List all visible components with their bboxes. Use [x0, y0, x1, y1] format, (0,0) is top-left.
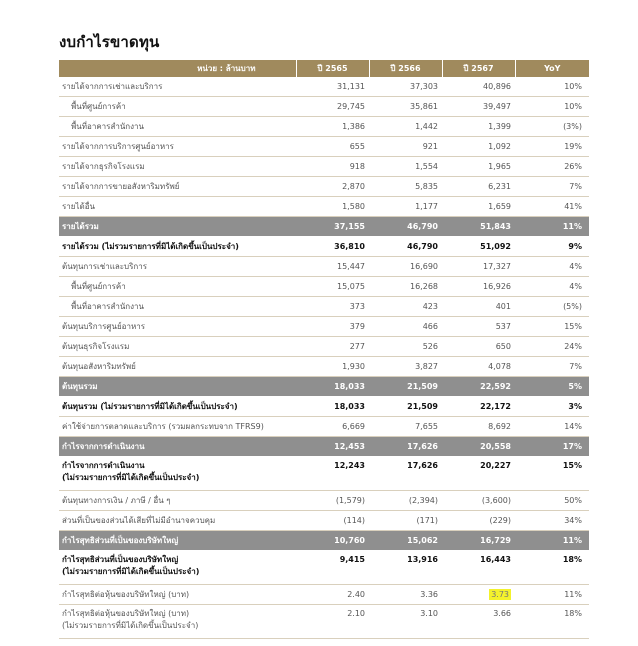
table-row [59, 117, 589, 137]
value-2567: 20,558 [442, 437, 515, 457]
value-yoy: 19% [515, 137, 589, 157]
row-label-line2: (ไม่รวมรายการที่มิได้เกิดขึ้นเป็นประจำ) [62, 567, 200, 576]
value-2567: 51,843 [442, 217, 515, 237]
value-2567: 16,926 [442, 277, 515, 297]
value-2567: 40,896 [442, 77, 515, 97]
value-2565: 1,580 [296, 197, 369, 217]
value-yoy: 7% [515, 177, 589, 197]
row-label-line2: (ไม่รวมรายการที่มิได้เกิดขึ้นเป็นประจำ) [62, 473, 200, 482]
value-2566: (2,394) [369, 491, 442, 511]
value-2565: 18,033 [296, 377, 369, 397]
value-2567: 16,729 [442, 531, 515, 551]
year-2567-header: ปี 2567 [442, 60, 515, 77]
value-2567: 650 [442, 337, 515, 357]
total-revenue-row [59, 217, 589, 237]
row-label [59, 457, 296, 491]
row-label: กำไรสุทธิส่วนที่เป็นของบริษัทใหญ่ [59, 531, 296, 551]
operating-profit-row [59, 437, 589, 457]
value-2566: 21,509 [369, 377, 442, 397]
value-yoy: 11% [515, 217, 589, 237]
yoy-header: YoY [515, 60, 589, 77]
value-2565: 2.10 [296, 605, 369, 639]
table-row [59, 551, 589, 585]
value-2566: 15,062 [369, 531, 442, 551]
value-2566: 526 [369, 337, 442, 357]
value-2565: 2.40 [296, 585, 369, 605]
value-yoy: (3%) [515, 117, 589, 137]
row-label: รายได้จากการขายอสังหาริมทรัพย์ [59, 177, 296, 197]
row-label-line1: กำไรสุทธิต่อหุ้นของบริษัทใหญ่ (บาท) [62, 609, 190, 618]
value-yoy: 4% [515, 277, 589, 297]
value-2565: 37,155 [296, 217, 369, 237]
table-row [59, 457, 589, 491]
value-2565: 373 [296, 297, 369, 317]
value-yoy: 26% [515, 157, 589, 177]
value-2565: 36,810 [296, 237, 369, 257]
value-2566: 17,626 [369, 457, 442, 491]
value-2566: 16,690 [369, 257, 442, 277]
row-label: ต้นทุนการเช่าและบริการ [59, 257, 296, 277]
value-2567: 3.66 [442, 605, 515, 639]
year-2565-header: ปี 2565 [296, 60, 369, 77]
value-yoy: 18% [515, 605, 589, 639]
value-2567: 1,399 [442, 117, 515, 137]
value-2565: 1,386 [296, 117, 369, 137]
value-2566: 13,916 [369, 551, 442, 585]
value-yoy: 17% [515, 437, 589, 457]
row-label: รายได้รวม [59, 217, 296, 237]
value-2567: 51,092 [442, 237, 515, 257]
value-2567: (229) [442, 511, 515, 531]
value-2567: (3,600) [442, 491, 515, 511]
value-2566: 466 [369, 317, 442, 337]
table-header-row [59, 60, 589, 77]
row-label: กำไรจากการดำเนินงาน [59, 437, 296, 457]
row-label: รายได้อื่น [59, 197, 296, 217]
value-2566: 7,655 [369, 417, 442, 437]
row-label-line2: (ไม่รวมรายการที่มิได้เกิดขึ้นเป็นประจำ) [62, 621, 199, 630]
row-label: พื้นที่อาคารสำนักงาน [59, 297, 296, 317]
row-label: ส่วนที่เป็นของส่วนได้เสียที่ไม่มีอำนาจควบคุม [59, 511, 296, 531]
row-label: รายได้จากธุรกิจโรงแรม [59, 157, 296, 177]
statement-title: งบกำไรขาดทุน [59, 33, 160, 51]
year-2566-header: ปี 2566 [369, 60, 442, 77]
value-yoy: 10% [515, 97, 589, 117]
value-2565: 15,075 [296, 277, 369, 297]
row-label: ต้นทุนทางการเงิน / ภาษี / อื่น ๆ [59, 491, 296, 511]
value-2567: 8,692 [442, 417, 515, 437]
value-yoy: 5% [515, 377, 589, 397]
value-2565: 6,669 [296, 417, 369, 437]
value-yoy: 24% [515, 337, 589, 357]
table-row [59, 357, 589, 377]
value-yoy: 18% [515, 551, 589, 585]
value-2566: 17,626 [369, 437, 442, 457]
value-2565: 18,033 [296, 397, 369, 417]
value-2567: 4,078 [442, 357, 515, 377]
value-yoy: 14% [515, 417, 589, 437]
net-profit-row [59, 531, 589, 551]
value-2566: 423 [369, 297, 442, 317]
value-2566: 1,177 [369, 197, 442, 217]
table-row [59, 257, 589, 277]
value-2566: 1,554 [369, 157, 442, 177]
value-2567: 1,965 [442, 157, 515, 177]
row-label: ค่าใช้จ่ายการตลาดและบริการ (รวมผลกระทบจาก TFRS9) [59, 417, 296, 437]
value-2566: 37,303 [369, 77, 442, 97]
value-2567 [442, 585, 515, 605]
value-2567: 1,659 [442, 197, 515, 217]
row-label: ต้นทุนธุรกิจโรงแรม [59, 337, 296, 357]
table-row [59, 97, 589, 117]
row-label [59, 551, 296, 585]
row-label: รายได้รวม (ไม่รวมรายการที่มิได้เกิดขึ้นเป็นประจำ) [59, 237, 296, 257]
row-label-line1: กำไรจากการดำเนินงาน [62, 461, 145, 470]
row-label: กำไรสุทธิต่อหุ้นของบริษัทใหญ่ (บาท) [59, 585, 296, 605]
unit-header: หน่วย : ล้านบาท [59, 60, 296, 77]
table-row [59, 585, 589, 605]
value-2567: 537 [442, 317, 515, 337]
value-2566: 5,835 [369, 177, 442, 197]
table-row [59, 157, 589, 177]
value-yoy: 4% [515, 257, 589, 277]
value-2565: 1,930 [296, 357, 369, 377]
value-2566: (171) [369, 511, 442, 531]
table-row [59, 397, 589, 417]
highlighted-value: 3.73 [491, 590, 509, 599]
table-row [59, 337, 589, 357]
row-label: ต้นทุนอสังหาริมทรัพย์ [59, 357, 296, 377]
row-label: รายได้จากการเช่าและบริการ [59, 77, 296, 97]
value-2565: 31,131 [296, 77, 369, 97]
row-label [59, 605, 296, 639]
value-2567: 39,497 [442, 97, 515, 117]
value-yoy: 50% [515, 491, 589, 511]
row-label: ต้นทุนบริการศูนย์อาหาร [59, 317, 296, 337]
value-2565: 918 [296, 157, 369, 177]
income-statement-table [59, 60, 589, 639]
value-2565: 2,870 [296, 177, 369, 197]
table-row [59, 77, 589, 97]
table-row [59, 491, 589, 511]
table-row [59, 417, 589, 437]
value-2565: 29,745 [296, 97, 369, 117]
value-yoy: 11% [515, 585, 589, 605]
value-yoy: 15% [515, 457, 589, 491]
value-2567: 16,443 [442, 551, 515, 585]
table-row [59, 277, 589, 297]
value-2565: 277 [296, 337, 369, 357]
value-2566: 46,790 [369, 237, 442, 257]
value-2566: 16,268 [369, 277, 442, 297]
value-2567: 20,227 [442, 457, 515, 491]
value-2566: 35,861 [369, 97, 442, 117]
value-2565: 10,760 [296, 531, 369, 551]
value-2567: 22,172 [442, 397, 515, 417]
value-yoy: (5%) [515, 297, 589, 317]
value-yoy: 34% [515, 511, 589, 531]
value-yoy: 41% [515, 197, 589, 217]
value-2566: 21,509 [369, 397, 442, 417]
value-yoy: 15% [515, 317, 589, 337]
table-row [59, 317, 589, 337]
value-yoy: 10% [515, 77, 589, 97]
value-yoy: 3% [515, 397, 589, 417]
value-yoy: 11% [515, 531, 589, 551]
value-2565: (1,579) [296, 491, 369, 511]
row-label: ต้นทุนรวม (ไม่รวมรายการที่มิได้เกิดขึ้นเป็นประจำ) [59, 397, 296, 417]
row-label: ต้นทุนรวม [59, 377, 296, 397]
value-2565: 655 [296, 137, 369, 157]
row-label: พื้นที่ศูนย์การค้า [59, 277, 296, 297]
value-2565: 379 [296, 317, 369, 337]
value-2567: 17,327 [442, 257, 515, 277]
value-2566: 3.10 [369, 605, 442, 639]
value-2565: 9,415 [296, 551, 369, 585]
value-2566: 921 [369, 137, 442, 157]
table-row [59, 605, 589, 639]
table-row [59, 137, 589, 157]
value-yoy: 9% [515, 237, 589, 257]
value-2566: 46,790 [369, 217, 442, 237]
value-2567: 6,231 [442, 177, 515, 197]
value-2567: 1,092 [442, 137, 515, 157]
value-2567: 401 [442, 297, 515, 317]
value-2566: 1,442 [369, 117, 442, 137]
table-row [59, 197, 589, 217]
row-label: พื้นที่อาคารสำนักงาน [59, 117, 296, 137]
table-row [59, 297, 589, 317]
value-2565: 15,447 [296, 257, 369, 277]
row-label: รายได้จากการบริการศูนย์อาหาร [59, 137, 296, 157]
table-row [59, 177, 589, 197]
table-row [59, 511, 589, 531]
table-row [59, 237, 589, 257]
value-2566: 3,827 [369, 357, 442, 377]
total-cost-row [59, 377, 589, 397]
value-2567: 22,592 [442, 377, 515, 397]
value-2566: 3.36 [369, 585, 442, 605]
row-label-line1: กำไรสุทธิส่วนที่เป็นของบริษัทใหญ่ [62, 555, 179, 564]
value-2565: 12,243 [296, 457, 369, 491]
value-yoy: 7% [515, 357, 589, 377]
row-label: พื้นที่ศูนย์การค้า [59, 97, 296, 117]
value-2565: (114) [296, 511, 369, 531]
value-2565: 12,453 [296, 437, 369, 457]
